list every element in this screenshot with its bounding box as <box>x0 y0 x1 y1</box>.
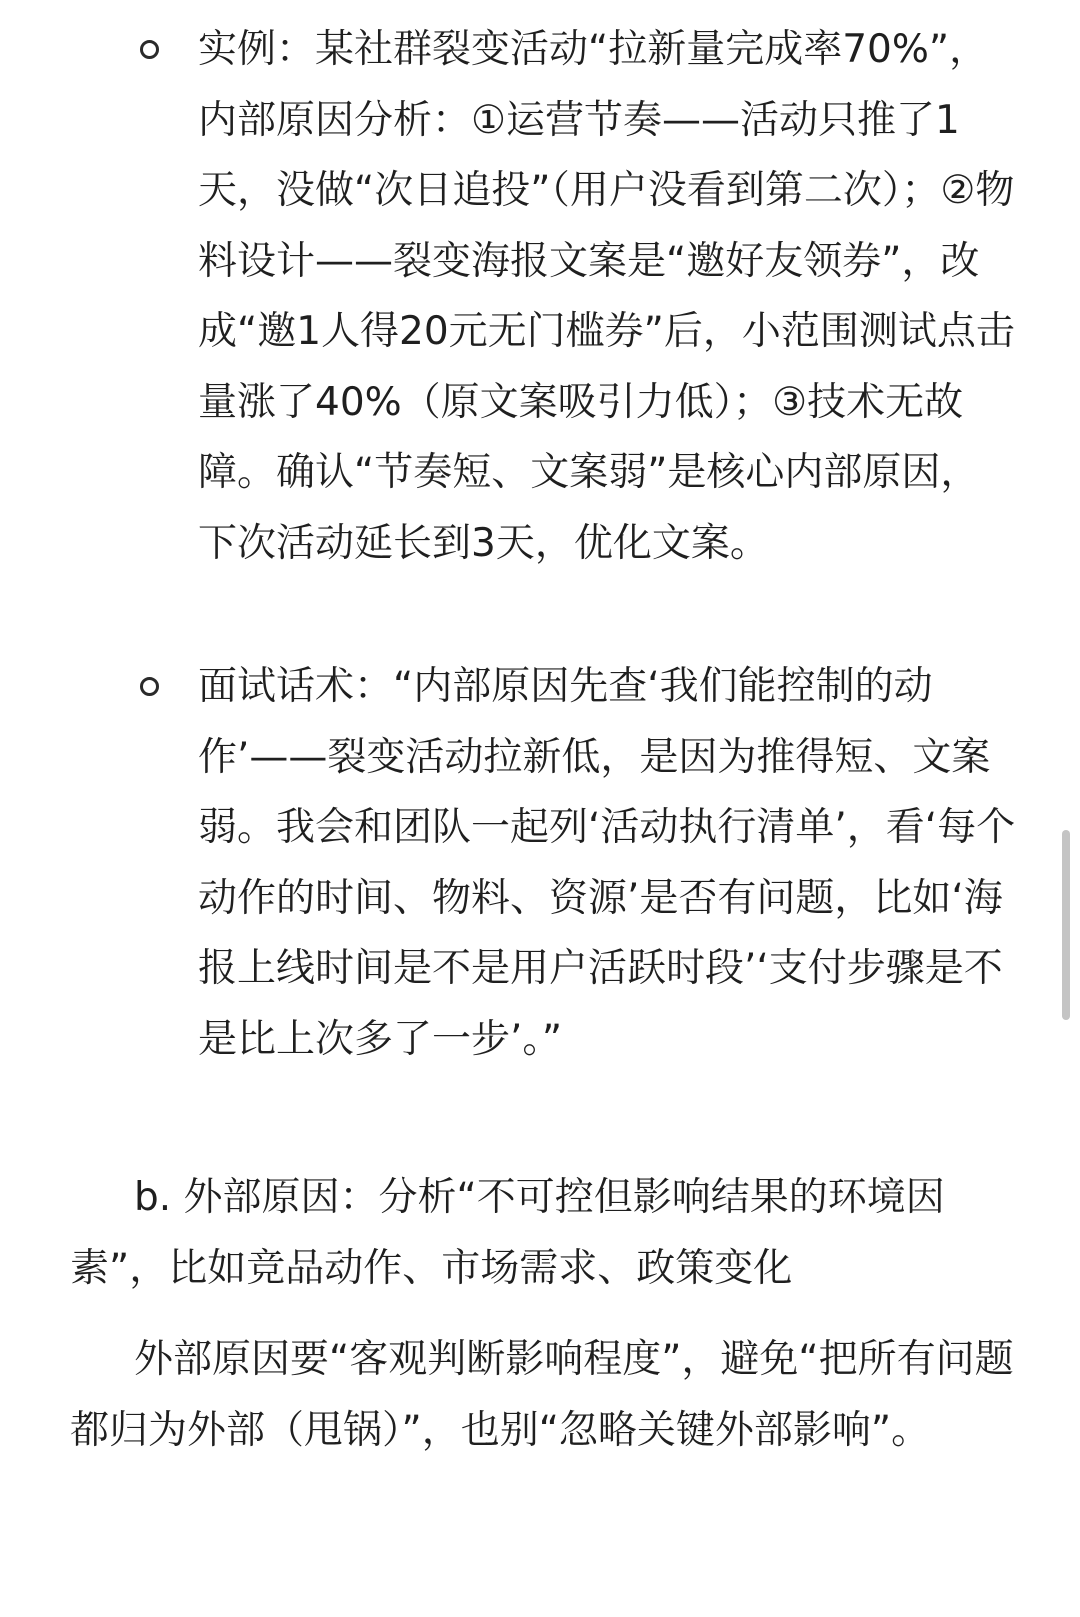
hollow-bullet-icon <box>140 40 159 59</box>
list-item-text: 面试话术：“内部原因先查‘我们能控制的动作’——裂变活动拉新低，是因为推得短、文案弱。我会和团队一起列‘活动执行清单’，看‘每个动作的时间、物料、资源’是否有问题，比如‘海报上线时间是不是用户活跃时段’‘支付步骤是不是比上次多了一步’。” <box>198 664 1016 1062</box>
section-b-paragraph: b. 外部原因：分析“不可控但影响结果的环境因素”，比如竞品动作、市场需求、政策变化 <box>70 1175 945 1291</box>
external-note-paragraph: 外部原因要“客观判断影响程度”，避免“把所有问题都归为外部（甩锅）”，也别“忽略关键外部影响”。 <box>70 1337 1014 1453</box>
vertical-scrollbar[interactable] <box>1062 830 1070 1020</box>
list-item-text: 实例：某社群裂变活动“拉新量完成率70%”，内部原因分析：①运营节奏——活动只推了1天，没做“次日追投”（用户没看到第二次）；②物料设计——裂变海报文案是“邀好友领券”，改成“邀1人得20元无门槛券”后，小范围测试点击量涨了40%（原文案吸引力低）；③技术无故障。确认“节奏短、文案弱”是核心内部原因，下次活动延长到3天，优化文案。 <box>198 27 1015 566</box>
list-item-example <box>198 15 1018 579</box>
list-item-interview-script <box>198 652 1018 1075</box>
hollow-bullet-icon <box>140 677 159 696</box>
